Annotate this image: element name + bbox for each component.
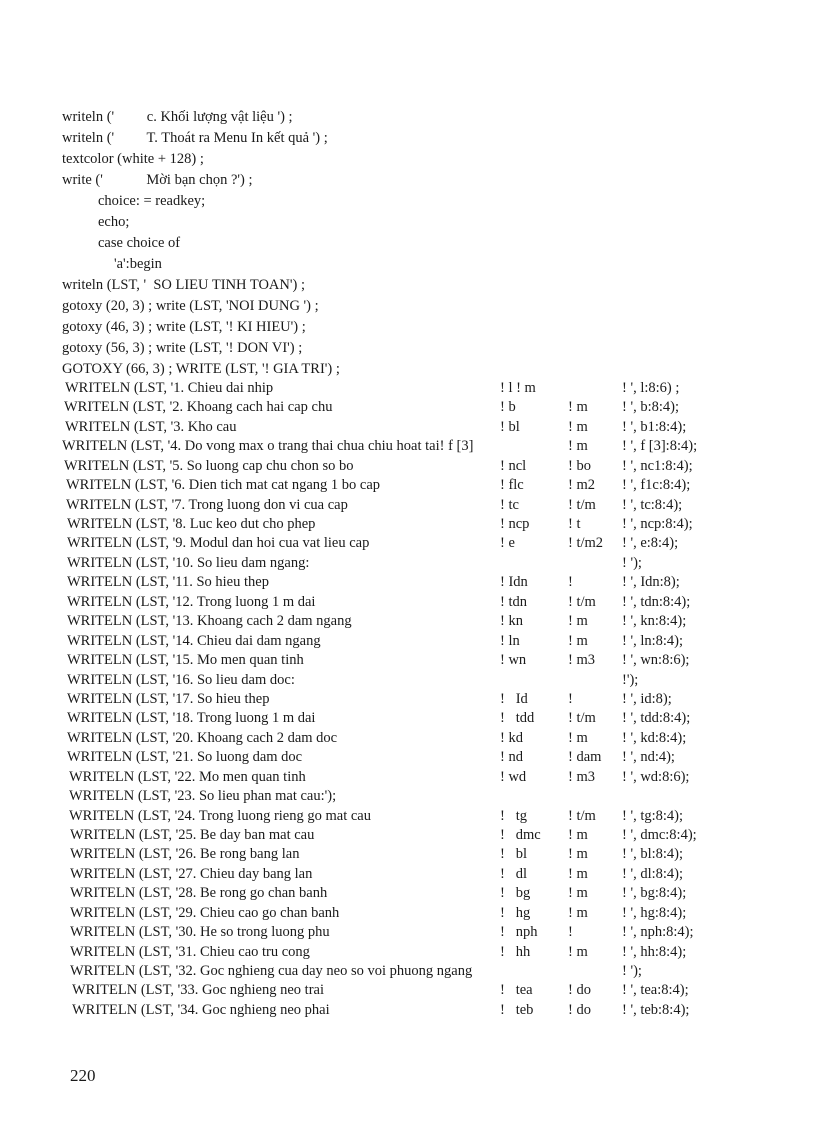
writeln-row (67, 554, 800, 572)
row-statement: WRITELN (LST, '27. Chieu day bang lan (70, 865, 313, 882)
writeln-row (70, 962, 800, 980)
row-symbol: ! ncl (500, 457, 527, 474)
row-value-format: ! ', nph:8:4); (622, 924, 694, 940)
row-symbol: ! Id (500, 690, 528, 707)
code-line: case choice of (98, 235, 181, 251)
row-statement: WRITELN (LST, '30. He so trong luong phu (70, 924, 330, 940)
row-symbol: ! dmc (500, 826, 541, 843)
row-unit: ! m (568, 865, 588, 882)
row-statement: WRITELN (LST, '17. So hieu thep (67, 690, 270, 707)
row-statement: WRITELN (LST, '18. Trong luong 1 m dai (67, 710, 316, 727)
row-unit: ! m (568, 438, 588, 455)
row-symbol: ! hh (500, 943, 531, 960)
row-statement: WRITELN (LST, '32. Goc nghieng cua day neo so voi phuong ngang (70, 962, 473, 979)
row-unit: ! do (568, 982, 591, 999)
code-line: GOTOXY (66, 3) ; WRITE (LST, '! GIA TRI') ; (62, 361, 340, 377)
writeln-row (64, 457, 800, 475)
row-unit: ! t/m (568, 710, 596, 727)
writeln-row (67, 651, 800, 669)
writeln-row (67, 690, 800, 708)
writeln-row (67, 612, 800, 630)
writeln-row (67, 573, 800, 591)
writeln-row (66, 476, 800, 494)
writeln-row (67, 729, 800, 747)
row-statement: WRITELN (LST, '22. Mo men quan tinh (69, 768, 306, 785)
row-symbol: ! bl (500, 418, 520, 435)
row-unit: ! (568, 690, 573, 707)
row-statement: WRITELN (LST, '5. So luong cap chu chon so bo (64, 457, 354, 474)
row-unit: ! m (568, 399, 588, 416)
row-value-format: ! ', f [3]:8:4); (622, 438, 698, 455)
row-unit: ! m (568, 904, 588, 921)
row-statement: WRITELN (LST, '21. So luong dam doc (67, 749, 303, 766)
page-number: 220 (70, 1066, 96, 1085)
row-unit: ! m (568, 632, 588, 649)
row-value-format: ! ', b:8:4); (622, 399, 679, 416)
row-value-format: ! ', ncp:8:4); (622, 516, 693, 532)
row-symbol: ! tdd (500, 710, 535, 727)
row-value-format: ! ', tdd:8:4); (622, 710, 691, 727)
row-value-format: ! ', e:8:4); (622, 535, 679, 552)
row-value-format: ! ', tea:8:4); (622, 982, 689, 999)
row-value-format: ! ', wn:8:6); (622, 652, 690, 668)
code-line: gotoxy (46, 3) ; write (LST, '! KI HIEU') ; (62, 319, 306, 335)
row-unit: ! m (568, 729, 588, 746)
row-unit: ! t/m2 (568, 535, 604, 552)
row-statement: WRITELN (LST, '31. Chieu cao tru cong (70, 943, 310, 960)
row-value-format: ! ', hg:8:4); (622, 904, 687, 921)
writeln-row (72, 1001, 800, 1019)
code-line: writeln (' c. Khối lượng vật liệu ') ; (62, 109, 293, 125)
code-line: gotoxy (56, 3) ; write (LST, '! DON VI') ; (62, 340, 303, 356)
row-value-format: ! ', l:8:6) ; (622, 380, 680, 396)
row-unit: ! bo (568, 457, 591, 474)
row-unit: ! t/m (568, 496, 596, 513)
writeln-row (67, 709, 800, 727)
code-line: 'a':begin (114, 256, 162, 272)
row-value-format: ! ', Idn:8); (622, 574, 680, 591)
row-statement: WRITELN (LST, '20. Khoang cach 2 dam doc (67, 729, 338, 746)
code-line: writeln (' T. Thoát ra Menu In kết quả ') ; (62, 130, 328, 146)
row-value-format: ! ', bl:8:4); (622, 846, 684, 863)
row-value-format: ! ', teb:8:4); (622, 1001, 690, 1018)
row-statement: WRITELN (LST, '25. Be day ban mat cau (70, 826, 315, 843)
writeln-row (70, 943, 800, 961)
row-value-format: ! ', hh:8:4); (622, 943, 687, 960)
row-statement: WRITELN (LST, '28. Be rong go chan banh (70, 885, 328, 902)
row-unit: ! m (568, 613, 588, 630)
row-symbol: ! bl (500, 846, 527, 863)
row-symbol: ! flc (500, 477, 524, 494)
writeln-row (67, 748, 800, 766)
row-symbol: ! tea (500, 982, 533, 999)
row-statement: WRITELN (LST, '4. Do vong max o trang thai chua chiu hoat tai! f [3] (62, 438, 474, 455)
code-line: gotoxy (20, 3) ; write (LST, 'NOI DUNG ') ; (62, 298, 319, 314)
code-line: textcolor (white + 128) ; (62, 151, 204, 167)
row-statement: WRITELN (LST, '34. Goc nghieng neo phai (72, 1001, 330, 1018)
writeln-row (65, 418, 800, 436)
row-symbol: ! teb (500, 1001, 534, 1018)
row-value-format: ! ', tc:8:4); (622, 496, 683, 513)
writeln-row (62, 437, 800, 455)
row-statement: WRITELN (LST, '7. Trong luong don vi cua cap (66, 496, 348, 513)
writeln-row (67, 534, 800, 552)
row-value-format: ! ', wd:8:6); (622, 768, 690, 785)
row-unit: ! m (568, 846, 588, 863)
row-symbol: ! dl (500, 865, 527, 882)
code-line: writeln (LST, ' SO LIEU TINH TOAN') ; (62, 277, 305, 293)
row-value-format: ! '); (622, 962, 642, 979)
row-unit: ! m (568, 418, 588, 435)
row-statement: WRITELN (LST, '16. So lieu dam doc: (67, 671, 295, 688)
row-value-format: ! ', bg:8:4); (622, 885, 687, 902)
writeln-row (65, 379, 800, 397)
writeln-row (70, 904, 800, 922)
writeln-row (67, 632, 800, 650)
row-statement: WRITELN (LST, '15. Mo men quan tinh (67, 652, 304, 668)
row-symbol: ! tg (500, 807, 527, 824)
row-statement: WRITELN (LST, '10. So lieu dam ngang: (67, 554, 310, 571)
row-value-format: ! ', id:8); (622, 690, 672, 707)
row-symbol: ! b (500, 399, 516, 416)
row-unit: ! (568, 924, 573, 940)
row-statement: WRITELN (LST, '33. Goc nghieng neo trai (72, 982, 325, 999)
row-symbol: ! Idn (500, 574, 528, 591)
row-unit: ! m2 (568, 477, 595, 494)
row-statement: WRITELN (LST, '2. Khoang cach hai cap chu (64, 399, 333, 416)
row-symbol: ! tdn (500, 593, 527, 610)
writeln-row (69, 807, 800, 825)
row-symbol: ! ln (500, 632, 520, 649)
row-value-format: ! ', ln:8:4); (622, 632, 684, 649)
row-unit: ! m (568, 943, 588, 960)
writeln-row (67, 671, 800, 689)
row-statement: WRITELN (LST, '1. Chieu dai nhip (65, 380, 274, 396)
row-unit: ! (568, 574, 573, 591)
row-statement: WRITELN (LST, '13. Khoang cach 2 dam ngang (67, 613, 352, 630)
writeln-row (70, 884, 800, 902)
row-unit: ! dam (568, 749, 602, 766)
row-symbol: ! wn (500, 652, 527, 668)
row-value-format: ! ', dmc:8:4); (622, 826, 697, 843)
row-symbol: ! tc (500, 496, 519, 513)
writeln-row (66, 496, 800, 514)
row-value-format: ! '); (622, 554, 642, 571)
row-symbol: ! kd (500, 729, 523, 746)
row-statement: WRITELN (LST, '24. Trong luong rieng go mat cau (69, 807, 371, 824)
row-unit: ! do (568, 1001, 591, 1018)
row-symbol: ! bg (500, 885, 531, 902)
row-value-format: ! ', nc1:8:4); (622, 457, 693, 474)
row-unit: ! m (568, 885, 588, 902)
row-unit: ! t/m (568, 593, 596, 610)
code-line: write (' Mời bạn chọn ?') ; (62, 172, 253, 188)
row-statement: WRITELN (LST, '23. So lieu phan mat cau:'); (69, 788, 337, 804)
writeln-row (70, 845, 800, 863)
code-line: echo; (98, 214, 130, 230)
row-value-format: ! ', kn:8:4); (622, 613, 687, 630)
row-value-format: ! ', tdn:8:4); (622, 593, 691, 610)
row-unit: ! m3 (568, 652, 595, 668)
row-value-format: ! ', tg:8:4); (622, 807, 684, 824)
writeln-row (64, 398, 800, 416)
row-value-format: ! ', kd:8:4); (622, 729, 687, 746)
writeln-row (70, 923, 800, 941)
row-value-format: ! ', b1:8:4); (622, 418, 687, 435)
row-symbol: ! e (500, 535, 515, 552)
row-statement: WRITELN (LST, '6. Dien tich mat cat ngang 1 bo cap (66, 477, 381, 494)
writeln-row (70, 826, 800, 844)
row-statement: WRITELN (LST, '26. Be rong bang lan (70, 846, 300, 863)
writeln-row (70, 865, 800, 883)
row-value-format: !'); (622, 671, 639, 688)
writeln-row (72, 981, 800, 999)
row-statement: WRITELN (LST, '29. Chieu cao go chan banh (70, 904, 340, 921)
row-statement: WRITELN (LST, '3. Kho cau (65, 418, 237, 435)
row-symbol: ! nph (500, 924, 538, 940)
row-statement: WRITELN (LST, '12. Trong luong 1 m dai (67, 593, 316, 610)
row-symbol: ! nd (500, 749, 523, 766)
row-value-format: ! ', dl:8:4); (622, 865, 684, 882)
row-symbol: ! l ! m (500, 380, 536, 396)
row-unit: ! t/m (568, 807, 596, 824)
code-line: choice: = readkey; (98, 193, 206, 209)
row-symbol: ! hg (500, 904, 531, 921)
row-symbol: ! kn (500, 613, 523, 630)
row-value-format: ! ', f1c:8:4); (622, 477, 691, 494)
writeln-row (69, 787, 800, 805)
row-value-format: ! ', nd:4); (622, 749, 675, 766)
row-statement: WRITELN (LST, '8. Luc keo dut cho phep (67, 516, 316, 532)
writeln-row (69, 768, 800, 786)
row-statement: WRITELN (LST, '14. Chieu dai dam ngang (67, 632, 321, 649)
row-symbol: ! ncp (500, 516, 530, 532)
row-statement: WRITELN (LST, '9. Modul dan hoi cua vat lieu cap (67, 535, 370, 552)
row-unit: ! t (568, 516, 581, 532)
row-symbol: ! wd (500, 768, 527, 785)
writeln-row (67, 515, 800, 533)
row-unit: ! m (568, 826, 588, 843)
row-statement: WRITELN (LST, '11. So hieu thep (67, 574, 269, 591)
writeln-row (67, 593, 800, 611)
row-unit: ! m3 (568, 768, 595, 785)
